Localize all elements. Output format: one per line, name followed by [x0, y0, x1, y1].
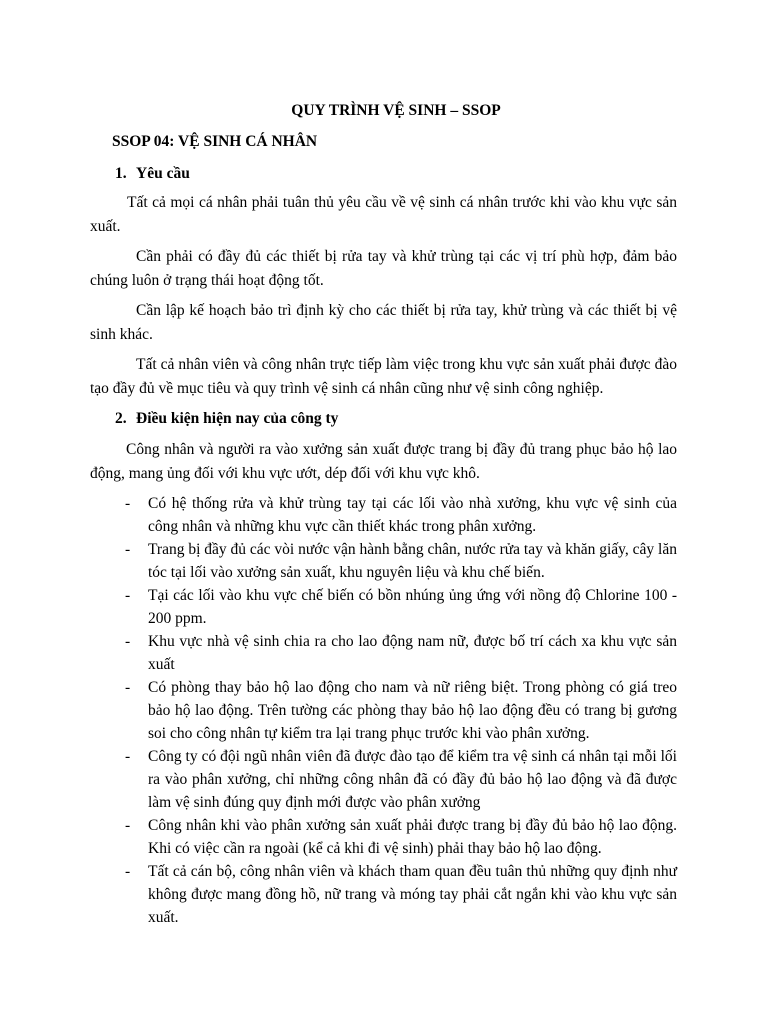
- section-2-title: Điều kiện hiện nay của công ty: [136, 410, 339, 427]
- paragraph: Cần lập kế hoạch bảo trì định kỳ cho các thiết bị rửa tay, khử trùng và các thiết bị vệ sinh khác.: [90, 302, 677, 343]
- list-item: [125, 492, 677, 538]
- bullet-dash: -: [125, 817, 131, 834]
- list-item-text: Có hệ thống rửa và khử trùng tay tại các lối vào nhà xưởng, khu vực vệ sinh của công nhân và những khu vực cần thiết khác trong phân xưởng.: [148, 495, 677, 535]
- list-item: [125, 676, 677, 745]
- paragraph: Công nhân và người ra vào xưởng sản xuất được trang bị đầy đủ trang phục bảo hộ lao động, mang ủng đối với khu vực ướt, dép đối với khu vực khô.: [90, 441, 677, 482]
- section-1-title: Yêu cầu: [136, 165, 190, 182]
- document-subtitle: SSOP 04: VỆ SINH CÁ NHÂN: [112, 133, 318, 150]
- condition-list: [125, 492, 677, 929]
- document-title: QUY TRÌNH VỆ SINH – SSOP: [291, 102, 501, 119]
- bullet-dash: -: [125, 633, 131, 650]
- list-item-text: Trang bị đầy đủ các vòi nước vận hành bằng chân, nước rửa tay và khăn giấy, cây lăn tóc tại lối vào xưởng sản xuất, khu nguyên liệu và khu chế biến.: [148, 541, 677, 581]
- section-2-number: 2.: [115, 410, 127, 427]
- bullet-dash: -: [125, 495, 131, 512]
- section-1-number: 1.: [115, 165, 127, 182]
- list-item: [125, 538, 677, 584]
- paragraph: Cần phải có đầy đủ các thiết bị rửa tay và khử trùng tại các vị trí phù hợp, đảm bảo chúng luôn ở trạng thái hoạt động tốt.: [90, 248, 677, 289]
- list-item-text: Tại các lối vào khu vực chế biến có bồn nhúng ủng ứng với nồng độ Chlorine 100 - 200 ppm.: [148, 587, 677, 627]
- bullet-dash: -: [125, 541, 131, 558]
- list-item-text: Có phòng thay bảo hộ lao động cho nam và nữ riêng biệt. Trong phòng có giá treo bảo hộ lao động. Trên tường các phòng thay bảo hộ lao động đều có trang bị gương soi cho công nhân tự kiểm tra lại trang phục trước khi vào phân xưởng.: [148, 679, 677, 742]
- bullet-dash: -: [125, 679, 131, 696]
- paragraph: Tất cả nhân viên và công nhân trực tiếp làm việc trong khu vực sản xuất phải được đào tạo đầy đủ về mục tiêu và quy trình vệ sinh cá nhân cũng như vệ sinh công nghiệp.: [90, 356, 677, 397]
- list-item: [125, 584, 677, 630]
- paragraph: Tất cả mọi cá nhân phải tuân thủ yêu cầu về vệ sinh cá nhân trước khi vào khu vực sản xuất.: [90, 194, 677, 235]
- list-item: [125, 860, 677, 929]
- list-item-text: Tất cả cán bộ, công nhân viên và khách tham quan đều tuân thủ những quy định như không được mang đồng hồ, nữ trang và móng tay phải cắt ngắn khi vào khu vực sản xuất.: [148, 863, 677, 926]
- list-item-text: Khu vực nhà vệ sinh chia ra cho lao động nam nữ, được bố trí cách xa khu vực sản xuất: [148, 633, 677, 673]
- section-1-heading: [115, 163, 190, 185]
- section-2-heading: [115, 408, 338, 430]
- list-item-text: Công nhân khi vào phân xưởng sản xuất phải được trang bị đầy đủ bảo hộ lao động. Khi có việc cần ra ngoài (kể cả khi đi vệ sinh) phải thay bảo hộ lao động.: [148, 817, 677, 857]
- bullet-dash: -: [125, 587, 131, 604]
- bullet-dash: -: [125, 748, 131, 765]
- list-item: [125, 814, 677, 860]
- list-item-text: Công ty có đội ngũ nhân viên đã được đào tạo để kiểm tra vệ sinh cá nhân tại mỗi lối ra vào phân xưởng, chỉ những công nhân đã có đầy đủ bảo hộ lao động và đã được làm vệ sinh đúng quy định mới được vào phân xưởng: [148, 748, 677, 811]
- list-item: [125, 630, 677, 676]
- bullet-dash: -: [125, 863, 131, 880]
- list-item: [125, 745, 677, 814]
